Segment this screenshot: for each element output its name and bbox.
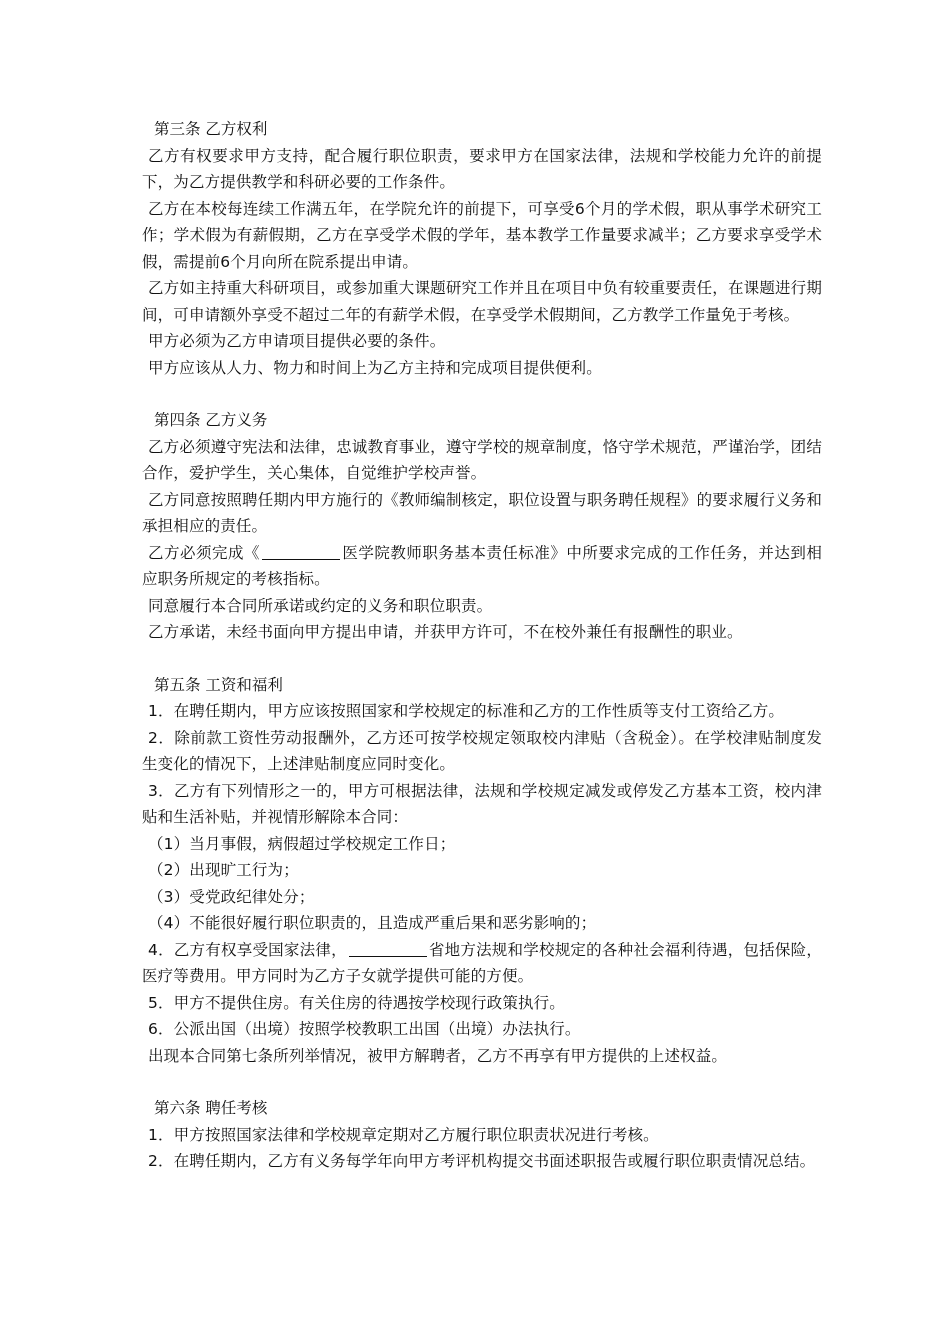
fill-in-blank	[262, 543, 340, 560]
section-heading: 第四条 乙方义务	[154, 411, 268, 429]
paragraph-with-blank	[142, 540, 822, 593]
list-item: 2．在聘任期内，乙方有义务每学年向甲方考评机构提交书面述职报告或履行职位职责情况总结。	[148, 1152, 816, 1170]
sub-list-item: （3）受党政纪律处分；	[148, 887, 315, 906]
paragraph: 乙方同意按照聘任期内甲方施行的《教师编制核定，职位设置与职务聘任规程》的要求履行义务和承担相应的责任。	[142, 490, 822, 535]
list-item: 3．乙方有下列情形之一的，甲方可根据法律，法规和学校规定减发或停发乙方基本工资，校内津贴和生活补贴，并视情形解除本合同：	[142, 781, 822, 826]
paragraph: 乙方有权要求甲方支持，配合履行职位职责，要求甲方在国家法律，法规和学校能力允许的前提下，为乙方提供教学和科研必要的工作条件。	[142, 146, 822, 191]
list-item: 2．除前款工资性劳动报酬外，乙方还可按学校规定领取校内津贴（含税金）。在学校津贴制度发生变化的情况下，上述津贴制度应同时变化。	[142, 728, 822, 773]
section-heading: 第五条 工资和福利	[154, 675, 283, 694]
paragraph-text-after-blank: 医学院教师职务基本责任标准》中所要求完成的工作任务，并达到相应职务所规定的考核指标。	[142, 543, 822, 588]
sub-list-item: （2）出现旷工行为；	[148, 861, 299, 879]
paragraph: 乙方必须遵守宪法和法律，忠诚教育事业，遵守学校的规章制度，恪守学术规范，严谨治学，团结合作，爱护学生，关心集体，自觉维护学校声誉。	[142, 437, 822, 482]
section-article-4	[142, 407, 822, 646]
section-article-5	[142, 672, 822, 1070]
paragraph: 乙方在本校每连续工作满五年，在学院允许的前提下，可享受6个月的学术假，职从事学术研究工作；学术假为有薪假期，乙方在享受学术假的学年，基本教学工作量要求减半；乙方要求享受学术假，需提前6个月向所在院系提出申请。	[142, 199, 822, 271]
list-item: 6．公派出国（出境）按照学校教职工出国（出境）办法执行。	[148, 1020, 581, 1038]
sub-list-item: （1）当月事假，病假超过学校规定工作日；	[148, 834, 456, 853]
section-article-3	[142, 116, 822, 381]
list-item: 1．甲方按照国家法律和学校规章定期对乙方履行职位职责状况进行考核。	[148, 1125, 659, 1144]
section-heading: 第三条 乙方权利	[154, 120, 268, 138]
list-item: 5．甲方不提供住房。有关住房的待遇按学校现行政策执行。	[148, 993, 565, 1012]
section-heading: 第六条 聘任考核	[154, 1099, 268, 1117]
list-item-with-blank	[142, 937, 822, 990]
paragraph-text-after-blank: 省地方法规和学校规定的各种社会福利待遇，包括保险，医疗等费用。甲方同时为乙方子女就学提供可能的方便。	[142, 940, 822, 985]
list-item: 1．在聘任期内，甲方应该按照国家和学校规定的标准和乙方的工作性质等支付工资给乙方。	[148, 702, 785, 720]
document-body	[142, 116, 822, 1201]
section-article-6	[142, 1095, 822, 1175]
paragraph: 同意履行本合同所承诺或约定的义务和职位职责。	[148, 596, 493, 615]
paragraph: 甲方应该从人力、物力和时间上为乙方主持和完成项目提供便利。	[148, 358, 602, 377]
fill-in-blank	[349, 940, 427, 957]
paragraph: 甲方必须为乙方申请项目提供必要的条件。	[148, 332, 446, 350]
paragraph: 乙方如主持重大科研项目，或参加重大课题研究工作并且在项目中负有较重要责任，在课题进行期间，可申请额外享受不超过二年的有薪学术假，在享受学术假期间，乙方教学工作量免于考核。	[142, 279, 822, 324]
sub-list-item: （4）不能很好履行职位职责的，且造成严重后果和恶劣影响的；	[148, 914, 597, 932]
paragraph: 出现本合同第七条所列举情况，被甲方解聘者，乙方不再享有甲方提供的上述权益。	[148, 1046, 728, 1065]
paragraph-text-before-blank: 乙方必须完成《	[148, 543, 260, 562]
paragraph-text-before-blank: 4．乙方有权享受国家法律，	[148, 940, 347, 959]
paragraph: 乙方承诺，未经书面向甲方提出申请，并获甲方许可，不在校外兼任有报酬性的职业。	[148, 623, 743, 641]
